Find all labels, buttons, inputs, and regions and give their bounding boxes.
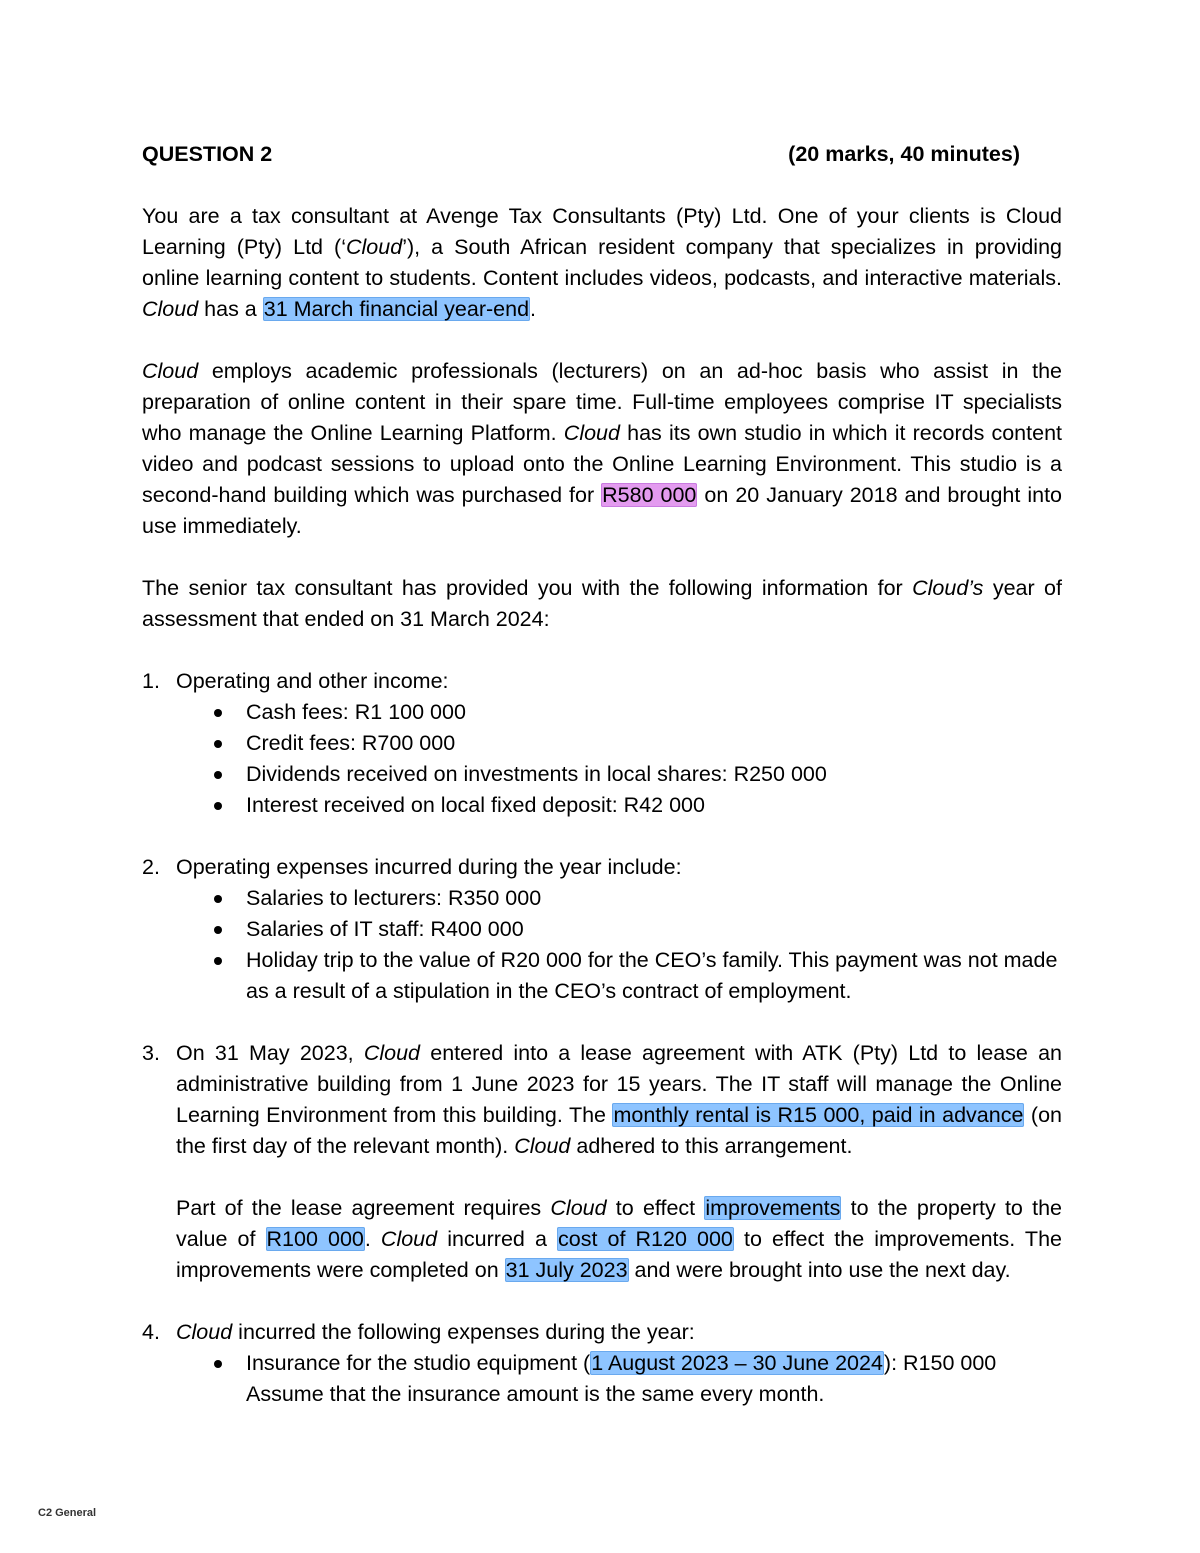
bullet-item <box>176 728 1062 759</box>
bullet-text: Holiday trip to the value of R20 000 for the CEO’s family. This payment was not made as a result of a stipulation in the CEO’s contract of employment. <box>246 948 1058 1003</box>
bullet-icon <box>214 771 222 779</box>
text-run: On 31 May 2023, <box>176 1041 364 1065</box>
bullet-text: Cash fees: R1 100 000 <box>246 700 466 724</box>
bullet-icon <box>214 802 222 810</box>
list-item-title: Operating and other income: <box>176 669 449 693</box>
bullet-icon <box>214 709 222 717</box>
company-name: Cloud’s <box>912 576 984 600</box>
question-heading <box>142 139 1020 170</box>
intro-paragraph <box>142 201 1062 325</box>
bullet-item <box>176 1348 1062 1410</box>
bullet-icon <box>214 1360 222 1368</box>
marks-time: (20 marks, 40 minutes) <box>788 142 1020 166</box>
text-run: . <box>530 297 537 321</box>
bullet-icon <box>214 895 222 903</box>
list-number: 3. <box>142 1041 160 1065</box>
company-name: Cloud <box>176 1320 233 1344</box>
text-run: has a <box>198 297 263 321</box>
other-expense-bullets <box>176 1348 1062 1410</box>
highlight-monthly-rental: monthly rental is R15 000, paid in advance <box>613 1103 1024 1127</box>
company-name: Cloud <box>346 235 403 259</box>
text-run: Part of the lease agreement requires <box>176 1196 551 1220</box>
text-run: adhered to this arrangement. <box>570 1134 853 1158</box>
bullet-text: Credit fees: R700 000 <box>246 731 456 755</box>
text-run: (on the first day of the relevant month). <box>176 1103 1062 1158</box>
bullet-text: Dividends received on investments in local shares: R250 000 <box>246 762 827 786</box>
highlight-actual-cost: cost of R120 000 <box>558 1227 733 1251</box>
list-item-lease <box>142 1038 1062 1286</box>
bullet-text: Insurance for the studio equipment ( <box>246 1351 591 1375</box>
text-run: incurred a <box>437 1227 557 1251</box>
list-number: 1. <box>142 669 160 693</box>
text-run: You are a tax consultant at Avenge Tax Consultants (Pty) Ltd. One of your clients is Cloud Learning (Pty) Ltd (‘ <box>142 204 1062 259</box>
bullet-icon <box>214 740 222 748</box>
bullet-item <box>176 945 1062 1007</box>
bullet-text: Salaries of IT staff: R400 000 <box>246 917 524 941</box>
classification-footer: C2 General <box>38 1507 97 1519</box>
highlight-insurance-period: 1 August 2023 – 30 June 2024 <box>591 1351 883 1375</box>
bullet-item <box>176 883 1062 914</box>
bullet-item <box>176 790 1062 821</box>
bullet-text: Interest received on local fixed deposit: R42 000 <box>246 793 705 817</box>
text-run: . <box>364 1227 381 1251</box>
text-run: employs academic professionals (lecturers) on an ad-hoc basis who assist in the preparation of online content in their spare time. Full-time employees comprise IT specialists who manage the Online Learning Platform. <box>142 359 1062 445</box>
list-number: 4. <box>142 1320 160 1344</box>
bullet-icon <box>214 926 222 934</box>
information-list <box>142 666 1062 1410</box>
bullet-item <box>176 914 1062 945</box>
lease-paragraph <box>176 1038 1062 1162</box>
text-run: incurred the following expenses during the year: <box>232 1320 695 1344</box>
highlight-improvements: improvements <box>705 1196 841 1220</box>
text-run: to the property to the value of <box>176 1196 1062 1251</box>
bullet-item <box>176 697 1062 728</box>
bullet-text: Salaries to lecturers: R350 000 <box>246 886 542 910</box>
text-run: and were brought into use the next day. <box>628 1258 1011 1282</box>
company-name: Cloud <box>550 1196 607 1220</box>
company-name: Cloud <box>514 1134 571 1158</box>
company-name: Cloud <box>142 297 199 321</box>
employees-paragraph <box>142 356 1062 542</box>
text-run: ’), a South African resident company that specializes in providing online learning content to students. Content includes videos, podcasts, and interactive materials. <box>142 235 1062 290</box>
improvements-paragraph <box>176 1193 1062 1286</box>
list-number: 2. <box>142 855 160 879</box>
text-run: The senior tax consultant has provided you with the following information for <box>142 576 913 600</box>
bullet-item <box>176 759 1062 790</box>
document-body <box>142 139 1062 1441</box>
text-run: to effect the improvements. The improvements were completed on <box>176 1227 1062 1282</box>
text-run: on 20 January 2018 and brought into use immediately. <box>142 483 1062 538</box>
text-run: to effect <box>606 1196 705 1220</box>
list-item-title <box>176 1317 1062 1348</box>
highlight-completion-date: 31 July 2023 <box>505 1258 628 1282</box>
income-bullets <box>176 697 1062 821</box>
company-name: Cloud <box>380 1227 438 1251</box>
expense-bullets <box>176 883 1062 1007</box>
company-name: Cloud <box>142 359 199 383</box>
highlight-required-value: R100 000 <box>266 1227 364 1251</box>
list-item-income <box>142 666 1062 821</box>
highlight-year-end: 31 March financial year-end <box>263 297 530 321</box>
company-name: Cloud <box>363 1041 421 1065</box>
bullet-icon <box>214 957 222 965</box>
bullet-text: ): R150 000 Assume that the insurance amount is the same every month. <box>246 1351 997 1406</box>
list-item-expenses <box>142 852 1062 1007</box>
text-run: has its own studio in which it records content video and podcast sessions to upload onto the Online Learning Environment. This studio is a second-hand building which was purchased for <box>142 421 1062 507</box>
highlight-studio-cost: R580 000 <box>602 483 697 507</box>
text-run: entered into a lease agreement with ATK (Pty) Ltd to lease an administrative building from 1 June 2023 for 15 years. The IT staff will manage the Online Learning Environment from this building. The <box>176 1041 1062 1127</box>
list-item-title: Operating expenses incurred during the year include: <box>176 855 682 879</box>
question-title: QUESTION 2 <box>142 142 273 166</box>
company-name: Cloud <box>563 421 620 445</box>
list-item-other-expenses <box>142 1317 1062 1410</box>
text-run: year of assessment that ended on 31 March 2024: <box>142 576 1062 631</box>
information-paragraph <box>142 573 1062 635</box>
